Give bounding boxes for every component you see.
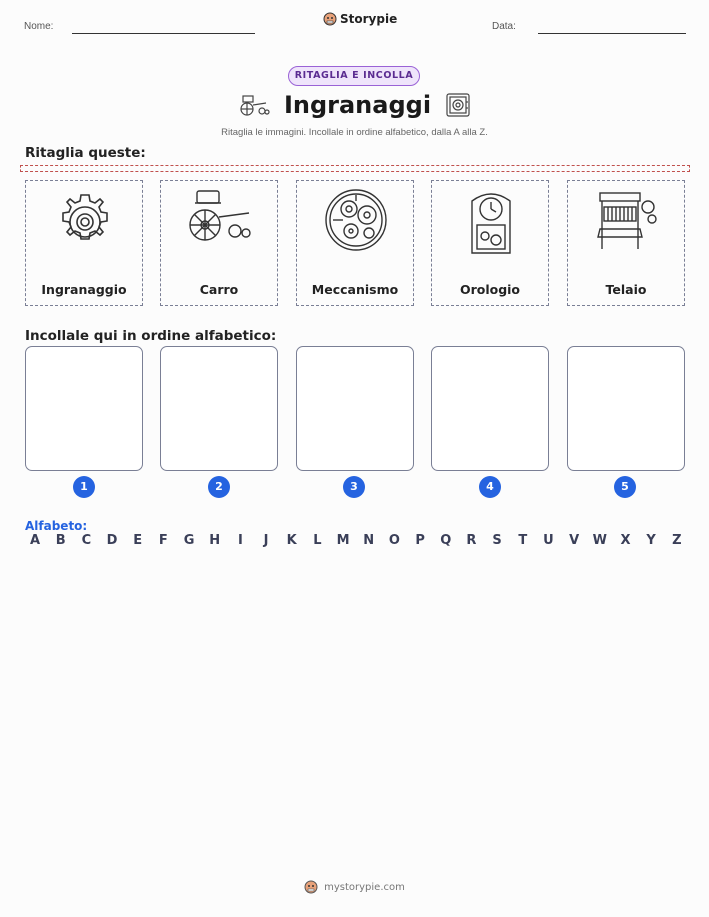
alphabet-letter: R [466, 533, 477, 548]
alphabet-letter: F [158, 533, 168, 548]
paste-slot-5[interactable] [567, 346, 685, 471]
alphabet-letter: P [415, 533, 425, 548]
page-title: Ingranaggi [283, 91, 432, 119]
date-line[interactable] [538, 33, 686, 34]
alphabet-letter: M [336, 533, 350, 548]
alphabet-letter: G [183, 533, 195, 548]
brand-logo [323, 12, 397, 26]
card-label: Ingranaggio [41, 282, 127, 297]
alphabet-letter: A [29, 533, 41, 548]
alphabet-letter: Y [646, 533, 656, 548]
cart-icon [185, 187, 255, 257]
cut-heading: Ritaglia queste: [25, 145, 146, 161]
card-label: Meccanismo [311, 282, 399, 297]
alphabet-letter: Q [440, 533, 452, 548]
alphabet-letter: T [518, 533, 528, 548]
safe-gear-icon [445, 92, 471, 118]
paste-slot-2[interactable] [160, 346, 278, 471]
date-label: Data: [492, 21, 516, 32]
alphabet-letter: O [388, 533, 400, 548]
slot-number-3: 3 [343, 476, 365, 498]
mechanism-icon [321, 187, 391, 257]
card-label: Orologio [459, 282, 521, 297]
alphabet-letter: W [592, 533, 607, 548]
cut-card-4[interactable] [431, 180, 549, 306]
brand-name: Storypie [340, 12, 398, 26]
clock-icon [456, 187, 526, 257]
name-label: Nome: [24, 21, 54, 32]
slot-number-4: 4 [479, 476, 501, 498]
paste-slot-3[interactable] [296, 346, 414, 471]
cut-card-1[interactable] [25, 180, 143, 306]
alphabet-row [26, 533, 686, 548]
alphabet-letter: N [363, 533, 375, 548]
alphabet-letter: J [263, 533, 269, 548]
paste-slot-1[interactable] [25, 346, 143, 471]
alphabet-letter: I [237, 533, 243, 548]
instructions: Ritaglia le immagini. Incollale in ordine alfabetico, dalla A alla Z. [221, 127, 488, 138]
alphabet-letter: V [569, 533, 580, 548]
cut-line [20, 165, 690, 172]
alphabet-letter: X [620, 533, 631, 548]
cut-card-2[interactable] [160, 180, 278, 306]
gear-icon [50, 187, 120, 257]
footer [0, 880, 709, 894]
alphabet-letter: B [55, 533, 66, 548]
footer-url[interactable]: mystorypie.com [324, 881, 405, 893]
slot-number-1: 1 [73, 476, 95, 498]
cut-card-3[interactable] [296, 180, 414, 306]
paste-heading: Incollale qui in ordine alfabetico: [25, 328, 277, 344]
card-label: Telaio [605, 282, 647, 297]
storypie-mascot-icon [304, 880, 318, 894]
alphabet-letter: D [106, 533, 118, 548]
alphabet-letter: H [209, 533, 221, 548]
storypie-mascot-icon [323, 12, 337, 26]
alphabet-letter: Z [672, 533, 682, 548]
alphabet-letter: S [492, 533, 502, 548]
alphabet-letter: U [543, 533, 554, 548]
alphabet-heading: Alfabeto: [25, 519, 88, 533]
loom-icon [592, 187, 662, 257]
cart-icon [238, 93, 270, 117]
name-line[interactable] [72, 33, 255, 34]
alphabet-letter: L [313, 533, 322, 548]
paste-slot-4[interactable] [431, 346, 549, 471]
alphabet-letter: K [286, 533, 297, 548]
alphabet-letter: C [81, 533, 92, 548]
cut-card-5[interactable] [567, 180, 685, 306]
activity-badge: RITAGLIA E INCOLLA [288, 66, 420, 86]
slot-number-2: 2 [208, 476, 230, 498]
card-label: Carro [199, 282, 239, 297]
alphabet-letter: E [133, 533, 143, 548]
slot-number-5: 5 [614, 476, 636, 498]
title-row [0, 91, 709, 119]
